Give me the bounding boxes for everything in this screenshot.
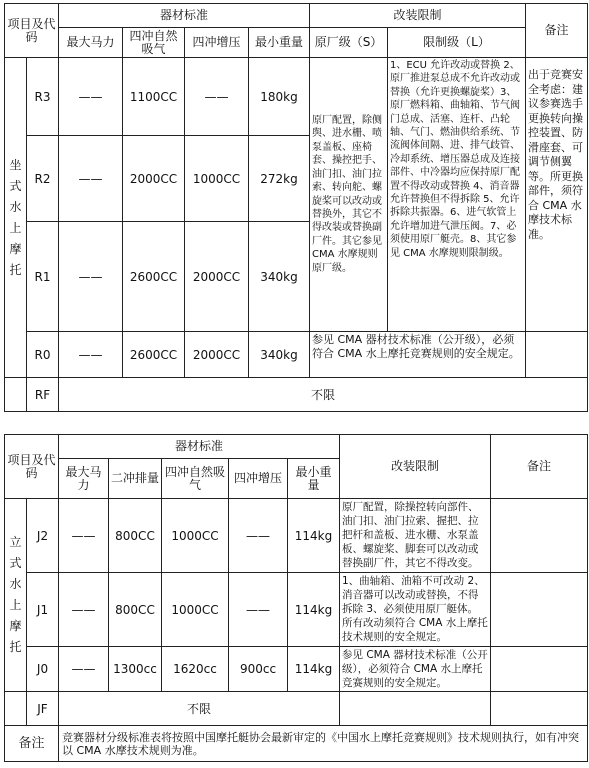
modification-text: 参见 CMA 器材技术标准（公开级），必须符合 CMA 水上摩托竞赛规则的安全规定。 [340, 647, 491, 692]
max-hp-cell: —— [59, 222, 123, 332]
rf-unlimited-text: 不限 [59, 378, 588, 412]
turbo-displacement-cell: —— [229, 573, 288, 647]
row-code: R1 [27, 222, 59, 332]
two-stroke-displacement-cell: 800CC [109, 499, 162, 573]
turbo-displacement-cell: 1000CC [185, 136, 249, 222]
header-item-code: 项目及代码 [5, 435, 59, 499]
header-four-stroke-turbo: 四冲增压 [229, 459, 288, 499]
na-displacement-cell: 2600CC [123, 332, 185, 378]
row-code: RF [27, 378, 59, 412]
header-modification-limits: 改装限制 [310, 4, 526, 28]
note-label: 备注 [5, 726, 59, 762]
empty-cell [491, 573, 588, 647]
header-four-stroke-turbo: 四冲增压 [185, 28, 249, 58]
header-equipment-standard: 器材标准 [59, 4, 310, 28]
remarks-text: 出于竞赛安全考虑：建议参赛选手更换转向操控装置、防滑座套、可调节侧翼等。所更换部件，须符合 CMA 水摩技术标准。 [526, 58, 588, 332]
jf-unlimited-text: 不限 [59, 692, 340, 726]
empty-cell [491, 692, 588, 726]
min-weight-cell: 114kg [288, 573, 340, 647]
seated-jetski-table [4, 3, 588, 412]
empty-cell [526, 332, 588, 378]
max-hp-cell: —— [59, 647, 109, 692]
category-standup: 立式水上摩托 [5, 499, 27, 692]
header-four-stroke-na: 四冲自然吸气 [162, 459, 229, 499]
header-min-weight: 最小重量 [249, 28, 310, 58]
modification-text: 1、曲轴箱、油箱不可改动 2、消音器可以改动或替换，不得拆除 3、必须使用原厂艇体。所有改动须符合 CMA 水上摩托技术规则的安全规定。 [340, 573, 491, 647]
max-hp-cell: —— [59, 332, 123, 378]
header-remarks: 备注 [491, 435, 588, 499]
row-code: R0 [27, 332, 59, 378]
na-displacement-cell: 1100CC [123, 58, 185, 136]
header-max-hp: 最大马力 [59, 28, 123, 58]
empty-cell [5, 692, 27, 726]
min-weight-cell: 180kg [249, 58, 310, 136]
empty-cell [491, 647, 588, 692]
row-code: R3 [27, 58, 59, 136]
turbo-displacement-cell: 900cc [229, 647, 288, 692]
max-hp-cell: —— [59, 573, 109, 647]
min-weight-cell: 340kg [249, 332, 310, 378]
na-displacement-cell: 2000CC [123, 136, 185, 222]
min-weight-cell: 114kg [288, 647, 340, 692]
min-weight-cell: 272kg [249, 136, 310, 222]
max-hp-cell: —— [59, 58, 123, 136]
r0-modification-text: 参见 CMA 器材技术标准（公开级），必须符合 CMA 水上摩托竞赛规则的安全规定。 [310, 332, 526, 378]
turbo-displacement-cell: —— [185, 58, 249, 136]
turbo-displacement-cell: 2000CC [185, 222, 249, 332]
empty-cell [340, 692, 491, 726]
header-modification-limits: 改装限制 [340, 435, 491, 499]
row-code: JF [27, 692, 59, 726]
two-stroke-displacement-cell: 800CC [109, 573, 162, 647]
max-hp-cell: —— [59, 499, 109, 573]
empty-cell [491, 499, 588, 573]
turbo-displacement-cell: 2000CC [185, 332, 249, 378]
header-factory-class: 原厂级（S） [310, 28, 388, 58]
standup-jetski-table [4, 434, 588, 762]
min-weight-cell: 114kg [288, 499, 340, 573]
na-displacement-cell: 1000CC [162, 499, 229, 573]
na-displacement-cell: 1620cc [162, 647, 229, 692]
header-item-code: 项目及代码 [5, 4, 59, 58]
na-displacement-cell: 1000CC [162, 573, 229, 647]
empty-cell [5, 378, 27, 412]
turbo-displacement-cell: —— [229, 499, 288, 573]
limited-class-text: 1、ECU 允许改动或替换 2、原厂推进泵总成不允许改动或替换（允许更换螺旋桨）3、原厂燃料箱、曲轴箱、节气阀门总成、活塞、连杆、凸轮轴、气门、燃油供给系统、节流阀体间隔、进、排气歧管、冷却系统、增压器总成及连接部件、中冷器均应保持原厂配置不得改动或替换 4、消音器允许替换但不得拆除 5、允许拆除共振器。6、进气软管上允许增加进气泄压阀。7、必须使用原厂艇壳。8、其它参见 CMA 水摩规则限制级。 [388, 58, 526, 332]
header-min-weight: 最小重量 [288, 459, 340, 499]
row-code: J2 [27, 499, 59, 573]
factory-class-text: 原厂配置，除侧舆、进水栅、喷泵盖板、座椅套、操控把手、油门扣、油门拉索、转向舵、螺旋桨可以改动或替换外，其它不得改装或替换副厂件。其它参见 CMA 水摩规则原厂级。 [310, 58, 388, 332]
header-equipment-standard: 器材标准 [59, 435, 340, 459]
row-code: J1 [27, 573, 59, 647]
na-displacement-cell: 2600CC [123, 222, 185, 332]
header-max-hp: 最大马力 [59, 459, 109, 499]
header-two-stroke-displacement: 二冲排量 [109, 459, 162, 499]
header-four-stroke-na: 四冲自然吸气 [123, 28, 185, 58]
header-limited-class: 限制级（L） [388, 28, 526, 58]
max-hp-cell: —— [59, 136, 123, 222]
category-seated: 坐式水上摩托 [5, 58, 27, 378]
row-code: J0 [27, 647, 59, 692]
modification-text: 原厂配置，除操控转向部件、油门扣、油门拉索、握把、拉把杆和盖板、进水栅、水泵盖板、螺旋桨、脚套可以改动或替换副厂件，其它不得改变。 [340, 499, 491, 573]
note-text: 竞赛器材分级标准表将按照中国摩托艇协会最新审定的《中国水上摩托竞赛规则》技术规则执行，如有冲突以 CMA 水摩技术规则为准。 [59, 726, 588, 762]
row-code: R2 [27, 136, 59, 222]
min-weight-cell: 340kg [249, 222, 310, 332]
two-stroke-displacement-cell: 1300cc [109, 647, 162, 692]
header-remarks: 备注 [526, 4, 588, 58]
